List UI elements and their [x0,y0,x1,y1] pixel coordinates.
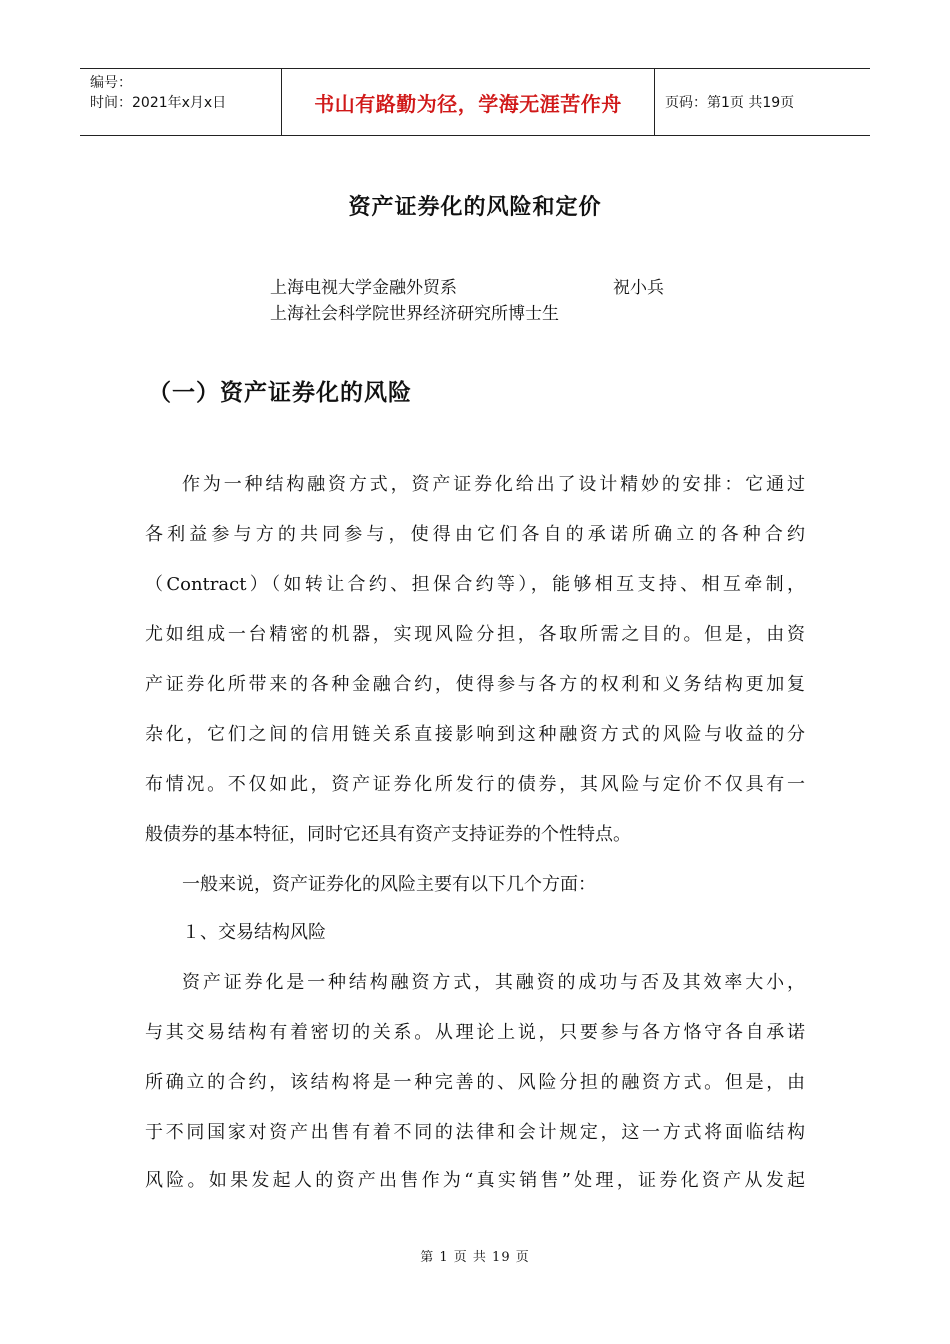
paragraph-line: 作为一种结构融资方式，资产证券化给出了设计精妙的安排：它通过 [182,474,805,495]
author-affiliation-1: 上海电视大学金融外贸系 [270,278,457,298]
author-name: 祝小兵 [613,278,664,298]
paragraph-line: 所确立的合约，该结构将是一种完善的、风险分担的融资方式。但是，由 [145,1072,805,1093]
paragraph-line: 般债券的基本特征，同时它还具有资产支持证券的个性特点。 [145,824,631,845]
paragraph-line: 风险。如果发起人的资产出售作为“真实销售”处理，证券化资产从发起 [145,1170,805,1191]
page-header-table [80,68,870,136]
paragraph-line: 杂化，它们之间的信用链关系直接影响到这种融资方式的风险与收益的分 [145,724,805,745]
paragraph-line: 布情况。不仅如此，资产证券化所发行的债券，其风险与定价不仅具有一 [145,774,805,795]
subsection-heading: １、交易结构风险 [182,922,326,943]
paragraph-line: （Contract）（如转让合约、担保合约等），能够相互支持、相互牵制， [145,574,805,595]
time-label: 时间：2021年x月x日 [90,95,227,111]
header-page-info: 页码：第1页 共19页 [665,95,795,111]
header-meta-cell [80,69,282,135]
paragraph-line: 产证券化所带来的各种金融合约，使得参与各方的权利和义务结构更加复 [145,674,805,695]
author-affiliation-2: 上海社会科学院世界经济研究所博士生 [270,304,559,324]
paragraph-line: 尤如组成一台精密的机器，实现风险分担，各取所需之目的。但是，由资 [145,624,805,645]
paragraph-line: 各利益参与方的共同参与，使得由它们各自的承诺所确立的各种合约 [145,524,805,545]
paragraph-line: 于不同国家对资产出售有着不同的法律和会计规定，这一方式将面临结构 [145,1122,805,1143]
header-motto: 书山有路勤为径，学海无涯苦作舟 [282,69,655,135]
paragraph-line: 资产证券化是一种结构融资方式，其融资的成功与否及其效率大小， [182,972,805,993]
number-label: 编号： [90,75,132,91]
paragraph-line: 与其交易结构有着密切的关系。从理论上说，只要参与各方恪守各自承诺 [145,1022,805,1043]
paragraph-line: 一般来说，资产证券化的风险主要有以下几个方面： [182,874,596,895]
page-footer: 第 1 页 共 19 页 [420,1250,530,1265]
section-heading: （一）资产证券化的风险 [148,380,412,406]
document-title: 资产证券化的风险和定价 [348,195,602,220]
